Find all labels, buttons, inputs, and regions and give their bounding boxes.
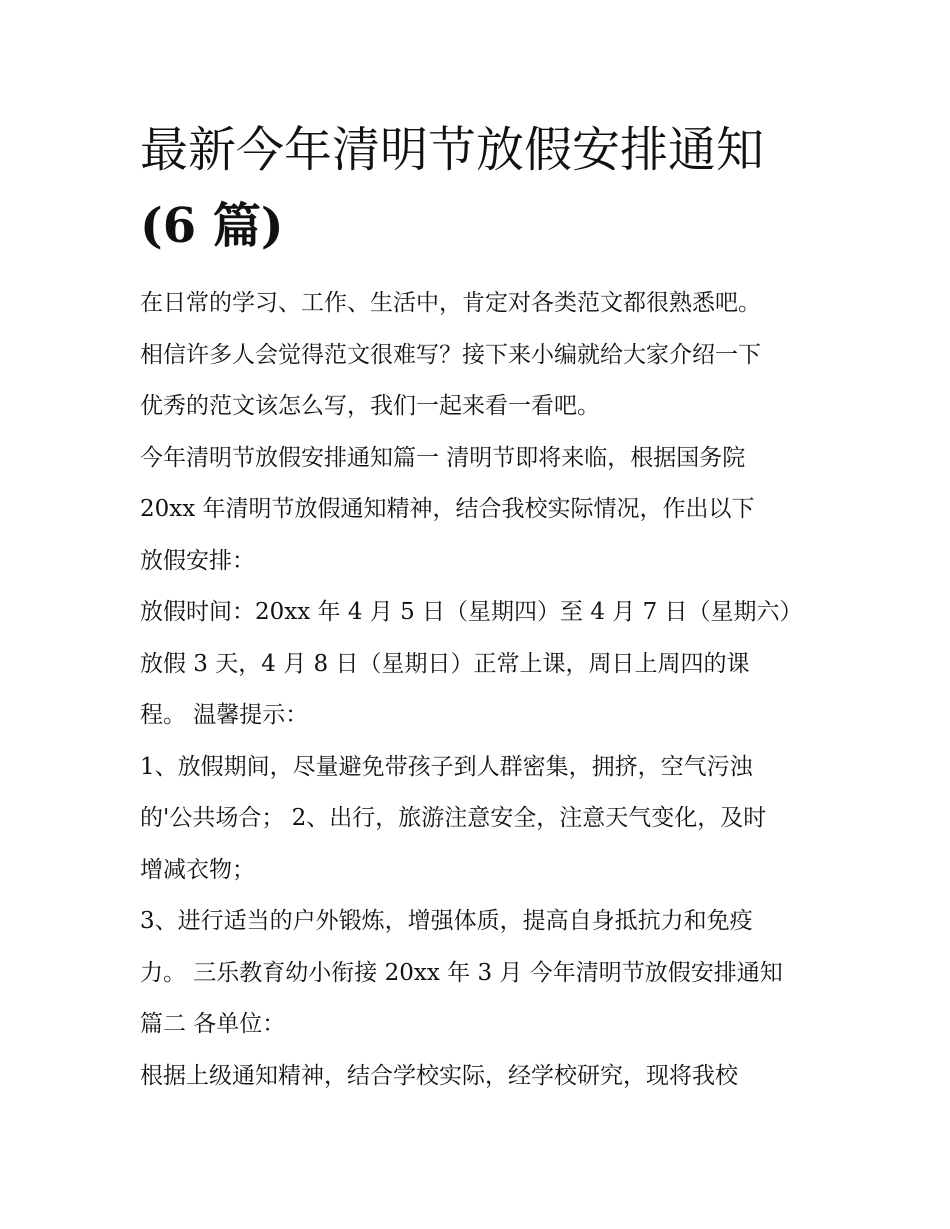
body-line: 相信许多人会觉得范文很难写？接下来小编就给大家介绍一下: [140, 341, 761, 368]
body-line: 20xx 年清明节放假通知精神，结合我校实际情况，作出以下: [140, 496, 755, 522]
title-line-1: 最新今年清明节放假安排通知: [140, 122, 765, 178]
body-line: 放假 3 天，4 月 8 日（星期日）正常上课，周日上周四的课: [140, 650, 750, 677]
body-line: 优秀的范文该怎么写，我们一起来看一看吧。: [140, 393, 600, 419]
body-line: 今年清明节放假安排通知篇一 清明节即将来临，根据国务院: [140, 444, 746, 471]
body-line: 力。 三乐教育幼小衔接 20xx 年 3 月 今年清明节放假安排通知: [140, 959, 783, 986]
body-line: 在日常的学习、工作、生活中，肯定对各类范文都很熟悉吧。: [140, 290, 761, 316]
document-body: [140, 278, 820, 1102]
body-line: 1、放假期间，尽量避免带孩子到人群密集，拥挤，空气污浊: [140, 753, 753, 780]
body-line: 篇二 各单位：: [140, 1011, 286, 1037]
body-line: 放假时间：20xx 年 4 月 5 日（星期四）至 4 月 7 日（星期六）: [140, 599, 803, 625]
body-line: 3、进行适当的户外锻炼，增强体质，提高自身抵抗力和免疫: [140, 908, 753, 934]
body-line: 增减衣物；: [140, 856, 255, 883]
body-line: 放假安排：: [140, 547, 255, 574]
body-line: 的'公共场合； 2、出行，旅游注意安全，注意天气变化，及时: [140, 805, 767, 831]
document-title: [140, 112, 820, 264]
title-line-2: (6 篇): [140, 198, 284, 254]
body-line: 程。 温馨提示：: [140, 702, 309, 728]
body-line: 根据上级通知精神，结合学校实际，经学校研究，现将我校: [140, 1062, 738, 1089]
